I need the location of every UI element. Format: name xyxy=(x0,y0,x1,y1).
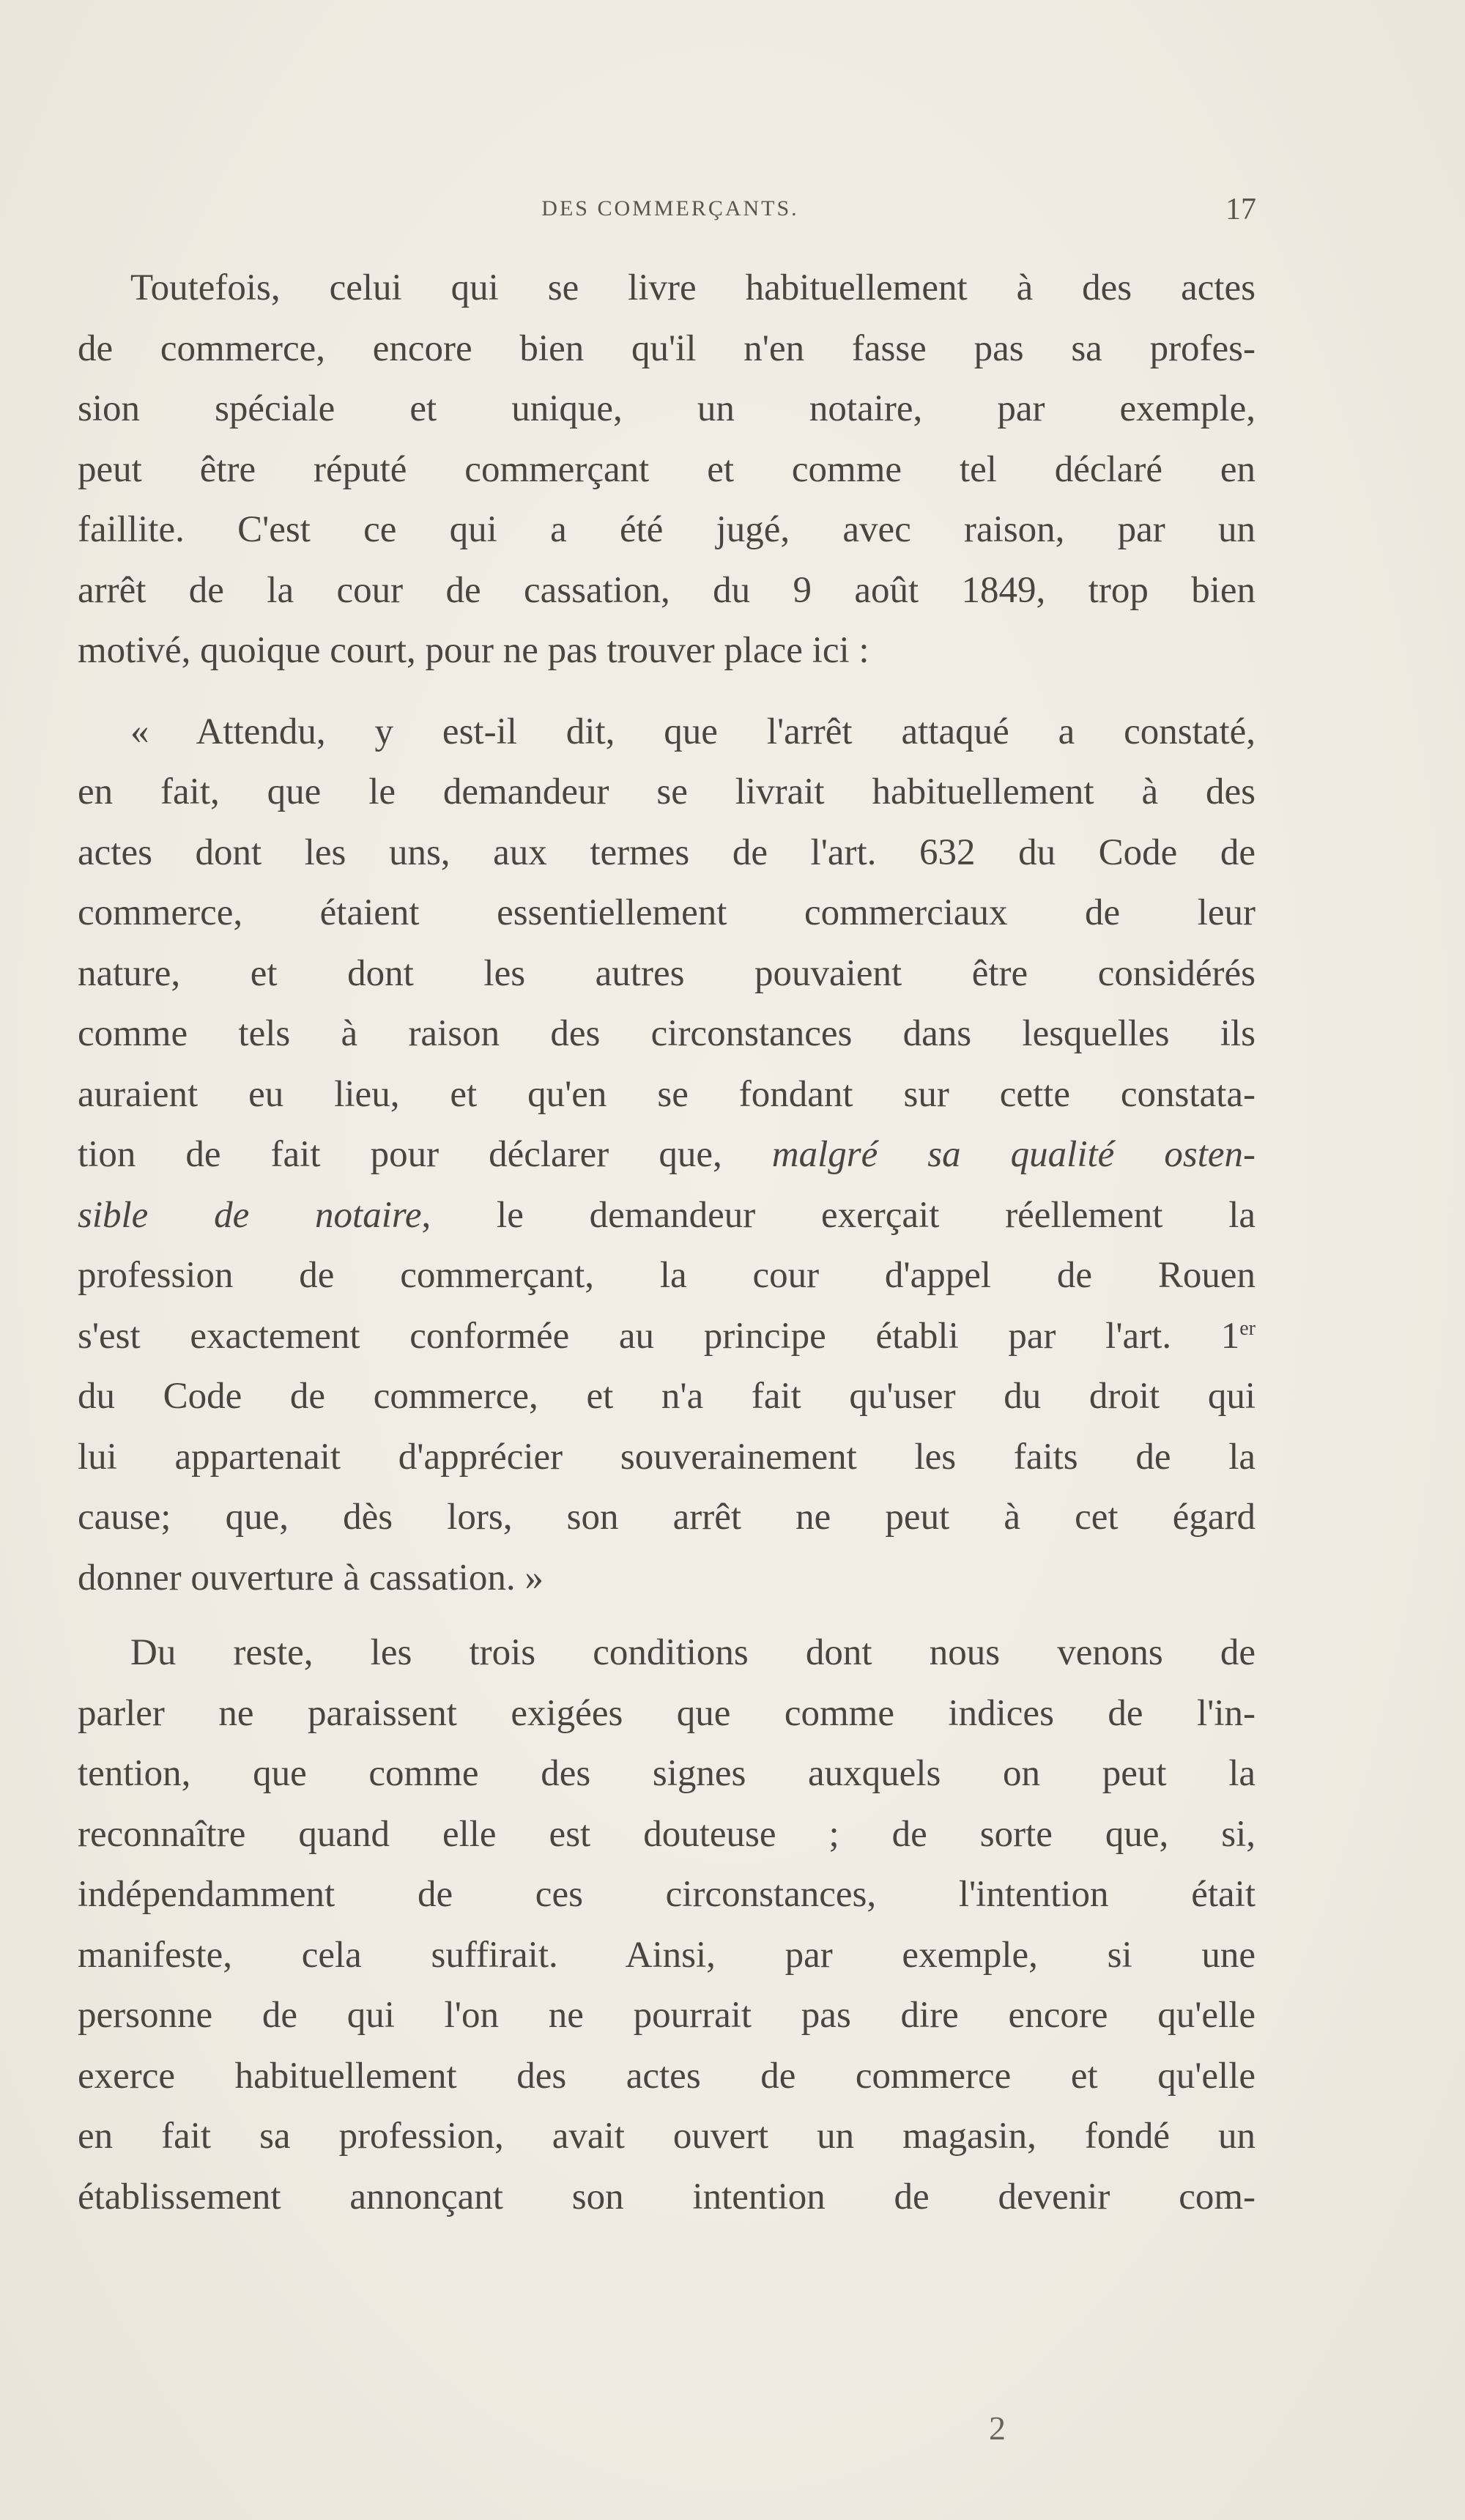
text-line: auraient eu lieu, et qu'en se fondant sur cette constata- xyxy=(78,1073,1256,1115)
text-line: parler ne paraissent exigées que comme indices de l'in- xyxy=(78,1692,1256,1734)
text-line: établissement annonçant son intention de devenir com- xyxy=(78,2176,1256,2217)
text-line: manifeste, cela suffirait. Ainsi, par exemple, si une xyxy=(78,1934,1256,1976)
text-run: , le demandeur exerçait réellement la xyxy=(421,1194,1256,1236)
page-number: 17 xyxy=(1225,193,1256,226)
text-line: nature, et dont les autres pouvaient être considérés xyxy=(78,952,1256,994)
text-run: tion de fait pour déclarer que, xyxy=(78,1134,772,1175)
running-title: DES COMMERÇANTS. xyxy=(541,196,799,220)
text-line: indépendamment de ces circonstances, l'intention était xyxy=(78,1874,1256,1915)
paragraph-1 xyxy=(78,258,1256,681)
paragraph-2-quotation xyxy=(78,702,1256,1609)
text-line: de commerce, encore bien qu'il n'en fasse pas sa profes- xyxy=(78,327,1256,369)
text-line: personne de qui l'on ne pourrait pas dire encore qu'elle xyxy=(78,1995,1256,2036)
text-line: Du reste, les trois conditions dont nous venons de xyxy=(130,1632,1256,1673)
text-line: Toutefois, celui qui se livre habituellement à des actes xyxy=(130,267,1256,308)
text-line xyxy=(78,1306,1256,1367)
text-line: faillite. C'est ce qui a été jugé, avec raison, par un xyxy=(78,509,1256,550)
paragraph-3 xyxy=(78,1623,1256,2227)
signature-mark: 2 xyxy=(989,2409,1006,2447)
text-line: reconnaître quand elle est douteuse ; de sorte que, si, xyxy=(78,1813,1256,1855)
italic-run: malgré sa qualité osten- xyxy=(771,1134,1256,1175)
text-line: cause; que, dès lors, son arrêt ne peut à cet égard xyxy=(78,1497,1256,1538)
text-line: lui appartenait d'apprécier souverainement les faits de la xyxy=(78,1436,1256,1478)
text-line xyxy=(78,1185,1256,1246)
text-line: sion spéciale et unique, un notaire, par exemple, xyxy=(78,388,1256,429)
text-line: « Attendu, y est-il dit, que l'arrêt attaqué a constaté, xyxy=(130,711,1256,752)
text-line xyxy=(78,1124,1256,1185)
body-text xyxy=(78,258,1256,2227)
text-line: actes dont les uns, aux termes de l'art. 632 du Code de xyxy=(78,831,1256,873)
italic-run: sible de notaire xyxy=(78,1194,422,1236)
text-line: comme tels à raison des circonstances dans lesquelles ils xyxy=(78,1013,1256,1054)
text-line: du Code de commerce, et n'a fait qu'user du droit qui xyxy=(78,1376,1256,1417)
text-line: en fait sa profession, avait ouvert un magasin, fondé un xyxy=(78,2116,1256,2157)
text-line: peut être réputé commerçant et comme tel déclaré en xyxy=(78,448,1256,490)
superscript: er xyxy=(1239,1316,1256,1340)
text-line: donner ouverture à cassation. » xyxy=(78,1557,544,1598)
text-line: commerce, étaient essentiellement commerciaux de leur xyxy=(78,892,1256,933)
text-run: s'est exactement conformée au principe établi par l'art. 1 xyxy=(78,1315,1240,1357)
running-head xyxy=(84,193,1256,240)
text-line: tention, que comme des signes auxquels on peut la xyxy=(78,1753,1256,1794)
text-line: en fait, que le demandeur se livrait habituellement à des xyxy=(78,771,1256,812)
text-line: exerce habituellement des actes de commerce et qu'elle xyxy=(78,2055,1256,2097)
text-line: profession de commerçant, la cour d'appel de Rouen xyxy=(78,1255,1256,1296)
text-line: arrêt de la cour de cassation, du 9 août 1849, trop bien xyxy=(78,569,1256,611)
text-line: motivé, quoique court, pour ne pas trouver place ici : xyxy=(78,630,869,671)
